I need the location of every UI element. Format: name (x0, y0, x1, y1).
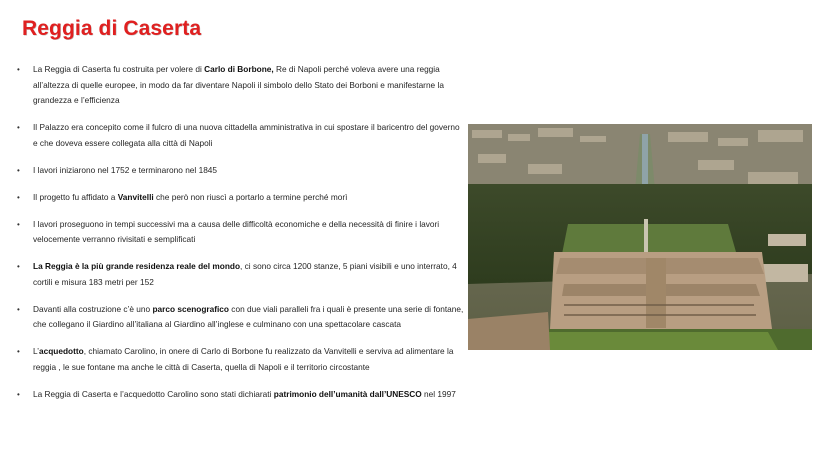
bullet-text: , chiamato Carolino, in onere di Carlo di Borbone fu realizzato da Vanvitelli e serviva ad alimentare la reggia , le sue fontane ma anche le città di Caserta, quella di Napoli e il territorio circostante (33, 346, 454, 372)
bullet-marker: • (17, 219, 20, 229)
bullet-marker: • (17, 262, 20, 271)
bullet-item (14, 344, 466, 375)
bullet-item (14, 217, 466, 248)
bullet-item (14, 120, 466, 151)
bullet-item (14, 259, 466, 290)
bullet-marker: • (17, 347, 20, 356)
bullet-text-bold: Carlo di Borbone, (204, 64, 274, 74)
bullet-marker: • (17, 123, 20, 132)
bullet-item (14, 163, 466, 179)
bullet-list (14, 62, 466, 414)
bullet-text-bold: La Reggia è la più grande residenza reale del mondo (33, 261, 241, 271)
bullet-text: Davanti alla costruzione c’è uno (33, 303, 153, 314)
bullet-text-bold: patrimonio dell’umanità dall’UNESCO (273, 388, 422, 399)
bullet-marker: • (17, 389, 20, 399)
bullet-text: I lavori iniziarono nel 1752 e terminarono nel 1845 (33, 164, 218, 175)
bullet-text: Il Palazzo era concepito come il fulcro di una nuova cittadella amministrativa in cui spostare il baricentro del governo e che doveva essere collegata alla città di Napoli (33, 122, 460, 148)
bullet-text: , ci sono circa 1200 stanze, 5 piani visibili e uno interrato, 4 cortili e misura 183 metri per 152 (33, 261, 457, 287)
bullet-text: La Reggia di Caserta fu costruita per volere di (33, 64, 205, 74)
bullet-text-bold: acquedotto (39, 346, 84, 356)
bullet-text: L’ (33, 346, 39, 356)
bullet-marker: • (17, 192, 20, 202)
reggia-aerial-photo (468, 124, 812, 350)
bullet-item (14, 302, 466, 333)
bullet-text: che però non riuscì a portarlo a termine perché morì (153, 191, 348, 202)
bullet-text: Re di Napoli perché voleva avere una reggia all’altezza di quelle europee, in modo da far diventare Napoli il simbolo dello Stato dei Borboni e manifestarne la grandezza e l’efficienza (33, 64, 444, 105)
bullet-marker: • (17, 65, 20, 74)
bullet-text: La Reggia di Caserta e l’acquedotto Carolino sono stati dichiarati (33, 388, 274, 399)
bullet-item (14, 190, 466, 206)
bullet-text: Il progetto fu affidato a (33, 191, 118, 202)
bullet-item (14, 387, 466, 403)
bullet-marker: • (17, 304, 20, 314)
slide-title: Reggia di Caserta (22, 17, 202, 40)
bullet-text: I lavori proseguono in tempi successivi ma a causa delle difficoltà economiche e della necessità di finire i lavori velocemente verranno rivisitati e semplificati (33, 218, 440, 244)
bullet-text: con due viali paralleli fra i quali è presente una serie di fontane, che collegano il Giardino all’italiana al Giardino all’inglese e culminano con una spettacolare cascata (33, 303, 464, 329)
bullet-item (14, 62, 466, 109)
bullet-text-bold: Vanvitelli (117, 191, 154, 202)
bullet-text-bold: parco scenografico (152, 303, 229, 314)
bullet-marker: • (17, 165, 20, 175)
bullet-text: nel 1997 (421, 388, 456, 399)
